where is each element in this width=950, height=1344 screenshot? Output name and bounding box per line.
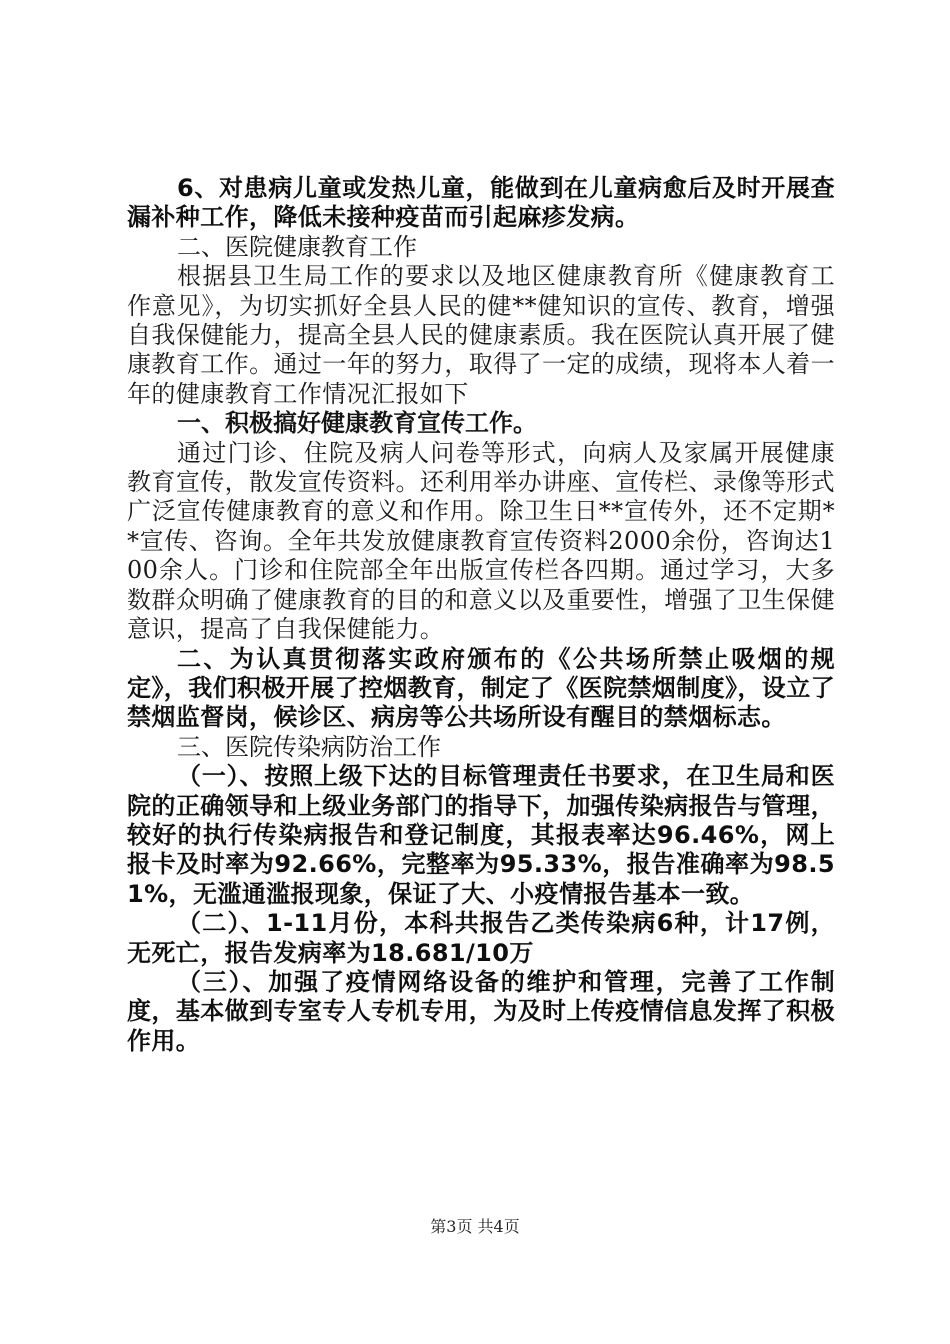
- paragraph-item-6: 6、对患病儿童或发热儿童，能做到在儿童病愈后及时开展查漏补种工作，降低未接种疫苗而引起麻疹发病。: [127, 174, 835, 232]
- paragraph-disease-reporting: （一）、按照上级下达的目标管理责任书要求，在卫生局和医院的正确领导和上级业务部门的指导下，加强传染病报告与管理，较好的执行传染病报告和登记制度，其报表率达96.46%，网上报卡及时率为92.66%，完整率为95.33%，报告准确率为98.51%，无滥通滥报现象，保证了大、小疫情报告基本一致。: [127, 762, 835, 908]
- document-body: [127, 174, 835, 1056]
- paragraph-network-maintenance: （三）、加强了疫情网络设备的维护和管理，完善了工作制度，基本做到专室专人专机专用，为及时上传疫情信息发挥了积极作用。: [127, 967, 835, 1055]
- page-number-footer: 第3页 共4页: [430, 1217, 520, 1236]
- paragraph-smoking-control: 二、为认真贯彻落实政府颁布的《公共场所禁止吸烟的规定》，我们积极开展了控烟教育，制定了《医院禁烟制度》，设立了禁烟监督岗，候诊区、病房等公共场所设有醒目的禁烟标志。: [127, 644, 835, 732]
- section-heading-health-education: 二、医院健康教育工作: [177, 232, 417, 261]
- paragraph-publicity-details: 通过门诊、住院及病人问卷等形式，向病人及家属开展健康教育宣传，散发宣传资料。还利用举办讲座、宣传栏、录像等形式广泛宣传健康教育的意义和作用。除卫生日**宣传外，还不定期**宣传、咨询。全年共发放健康教育宣传资料2000余份，咨询达100余人。门诊和住院部全年出版宣传栏各四期。通过学习，大多数群众明确了健康教育的目的和意义以及重要性，增强了卫生保健意识，提高了自我保健能力。: [127, 438, 835, 644]
- subheading-publicity-work: 一、积极搞好健康教育宣传工作。: [177, 409, 537, 438]
- section-heading-infectious-disease: 三、医院传染病防治工作: [177, 732, 441, 761]
- paragraph-disease-statistics: （二）、1-11月份，本科共报告乙类传染病6种，计17例，无死亡，报告发病率为18.681/10万: [127, 909, 835, 967]
- paragraph-health-education-intro: 根据县卫生局工作的要求以及地区健康教育所《健康教育工作意见》，为切实抓好全县人民的健**健知识的宣传、教育，增强自我保健能力，提高全县人民的健康素质。我在医院认真开展了健康教育工作。通过一年的努力，取得了一定的成绩，现将本人着一年的健康教育工作情况汇报如下: [127, 262, 835, 408]
